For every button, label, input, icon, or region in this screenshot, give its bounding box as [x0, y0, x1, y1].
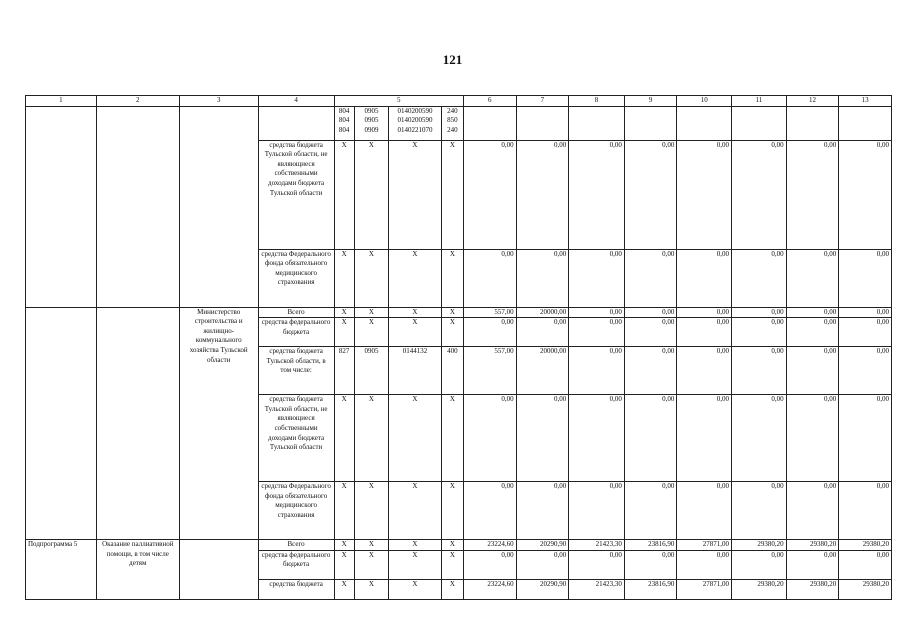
- value-cell: 0,00: [677, 395, 732, 482]
- value-cell: 0,00: [464, 482, 517, 540]
- header-cell: 11: [732, 96, 787, 107]
- value-cell: 29380,20: [732, 540, 787, 551]
- value-cell: 0,00: [839, 482, 892, 540]
- value-cell: 557,00: [464, 307, 517, 318]
- value-cell: 0,00: [569, 249, 625, 307]
- source-cell: средства Федерального фонда обязательного медицинского страхования: [258, 249, 334, 307]
- value-cell: 23224,60: [464, 540, 517, 551]
- value-cell: 0,00: [569, 318, 625, 347]
- source-cell: средства бюджета Тульской области, не являющиеся собственными доходами бюджета Тульской области: [258, 395, 334, 482]
- source-cell: средства Федерального фонда обязательного медицинского страхования: [258, 482, 334, 540]
- executor-cell: Министерство строительства и жилищно-коммунального хозяйства Тульской области: [179, 307, 258, 540]
- value-cell: 0,00: [677, 249, 732, 307]
- code-cell: 0140200590 0140200590 0140221070: [389, 106, 442, 140]
- code-cell: 0144132: [389, 347, 442, 395]
- budget-table: [25, 95, 892, 600]
- header-cell: 12: [786, 96, 839, 107]
- value-cell: 0,00: [786, 347, 839, 395]
- code-cell: 0905: [354, 347, 388, 395]
- title-cell: [96, 307, 179, 540]
- code-cell: X: [389, 307, 442, 318]
- code-cell: X: [441, 249, 463, 307]
- code-cell: X: [334, 140, 354, 249]
- header-cell: 7: [516, 96, 569, 107]
- value-cell: 0,00: [569, 550, 625, 579]
- code-cell: X: [354, 140, 388, 249]
- code-cell: X: [334, 540, 354, 551]
- value-cell: 0,00: [516, 249, 569, 307]
- code-cell: X: [334, 249, 354, 307]
- value-cell: 23816,90: [624, 579, 677, 599]
- value-cell: 0,00: [624, 395, 677, 482]
- title-cell: Оказание паллиативной помощи, в том числе детям: [96, 540, 179, 600]
- value-cell: 0,00: [516, 550, 569, 579]
- table-row: [26, 106, 892, 140]
- status-cell: [26, 106, 97, 307]
- code-cell: X: [354, 395, 388, 482]
- code-cell: X: [389, 540, 442, 551]
- value-cell: 0,00: [677, 318, 732, 347]
- value-cell: 0,00: [732, 482, 787, 540]
- header-cell: 9: [624, 96, 677, 107]
- source-cell: Всего: [258, 540, 334, 551]
- value-cell: 0,00: [732, 307, 787, 318]
- header-cell: 6: [464, 96, 517, 107]
- header-cell: 3: [179, 96, 258, 107]
- value-cell: 0,00: [839, 140, 892, 249]
- value-cell: 20290,90: [516, 540, 569, 551]
- code-cell: 0905 0905 0909: [354, 106, 388, 140]
- value-cell: 29380,20: [786, 540, 839, 551]
- value-cell: 0,00: [464, 249, 517, 307]
- source-cell: средства федерального бюджета: [258, 550, 334, 579]
- code-cell: X: [441, 579, 463, 599]
- value-cell: 29380,20: [786, 579, 839, 599]
- value-cell: 0,00: [677, 307, 732, 318]
- value-cell: 0,00: [569, 395, 625, 482]
- title-cell: [96, 106, 179, 307]
- header-cell: 5: [334, 96, 463, 107]
- value-cell: 0,00: [624, 307, 677, 318]
- value-cell: [569, 106, 625, 140]
- value-cell: 0,00: [516, 482, 569, 540]
- code-cell: 804 804 804: [334, 106, 354, 140]
- value-cell: 0,00: [677, 482, 732, 540]
- executor-cell: [179, 540, 258, 600]
- code-cell: X: [354, 550, 388, 579]
- code-cell: X: [441, 307, 463, 318]
- value-cell: 0,00: [732, 249, 787, 307]
- value-cell: [516, 106, 569, 140]
- code-cell: X: [389, 249, 442, 307]
- value-cell: 0,00: [786, 550, 839, 579]
- value-cell: [677, 106, 732, 140]
- value-cell: 0,00: [569, 347, 625, 395]
- value-cell: [624, 106, 677, 140]
- code-cell: X: [334, 579, 354, 599]
- value-cell: 0,00: [839, 249, 892, 307]
- value-cell: 0,00: [624, 347, 677, 395]
- code-cell: X: [441, 482, 463, 540]
- code-cell: X: [441, 318, 463, 347]
- code-cell: X: [389, 550, 442, 579]
- code-cell: X: [354, 249, 388, 307]
- source-cell: средства бюджета Тульской области, не являющиеся собственными доходами бюджета Тульской области: [258, 140, 334, 249]
- code-cell: X: [441, 395, 463, 482]
- header-cell: 13: [839, 96, 892, 107]
- executor-cell: [179, 106, 258, 307]
- value-cell: 0,00: [624, 550, 677, 579]
- header-cell: 8: [569, 96, 625, 107]
- source-cell: средства бюджета: [258, 579, 334, 599]
- value-cell: 0,00: [569, 140, 625, 249]
- code-cell: 400: [441, 347, 463, 395]
- header-cell: 2: [96, 96, 179, 107]
- value-cell: 0,00: [786, 482, 839, 540]
- value-cell: 0,00: [839, 395, 892, 482]
- code-cell: X: [441, 140, 463, 249]
- value-cell: 27871,00: [677, 579, 732, 599]
- value-cell: 0,00: [464, 550, 517, 579]
- status-cell: Подпрограмма 5: [26, 540, 97, 600]
- code-cell: 827: [334, 347, 354, 395]
- value-cell: 0,00: [732, 318, 787, 347]
- header-cell: 10: [677, 96, 732, 107]
- value-cell: 0,00: [732, 550, 787, 579]
- value-cell: 29380,20: [732, 579, 787, 599]
- source-cell: средства федерального бюджета: [258, 318, 334, 347]
- code-cell: X: [441, 550, 463, 579]
- value-cell: 0,00: [624, 249, 677, 307]
- code-cell: X: [334, 395, 354, 482]
- value-cell: 0,00: [786, 249, 839, 307]
- code-cell: X: [354, 540, 388, 551]
- value-cell: 0,00: [786, 395, 839, 482]
- source-cell: средства бюджета Тульской области, в том числе:: [258, 347, 334, 395]
- code-cell: X: [334, 482, 354, 540]
- value-cell: 21423,30: [569, 579, 625, 599]
- code-cell: X: [441, 540, 463, 551]
- value-cell: [464, 106, 517, 140]
- header-cell: 1: [26, 96, 97, 107]
- value-cell: 0,00: [624, 318, 677, 347]
- value-cell: 0,00: [677, 347, 732, 395]
- header-row: [26, 96, 892, 107]
- value-cell: 0,00: [839, 347, 892, 395]
- code-cell: X: [389, 579, 442, 599]
- table-row: [26, 540, 892, 551]
- value-cell: 21423,30: [569, 540, 625, 551]
- value-cell: 0,00: [839, 318, 892, 347]
- value-cell: 0,00: [732, 347, 787, 395]
- header-cell: 4: [258, 96, 334, 107]
- code-cell: X: [389, 318, 442, 347]
- value-cell: 20290,90: [516, 579, 569, 599]
- value-cell: 0,00: [677, 140, 732, 249]
- source-cell: Всего: [258, 307, 334, 318]
- value-cell: 0,00: [464, 395, 517, 482]
- value-cell: 0,00: [839, 550, 892, 579]
- value-cell: 0,00: [786, 307, 839, 318]
- value-cell: [839, 106, 892, 140]
- value-cell: [732, 106, 787, 140]
- value-cell: 0,00: [786, 318, 839, 347]
- value-cell: 23224,60: [464, 579, 517, 599]
- code-cell: X: [354, 318, 388, 347]
- value-cell: 0,00: [569, 307, 625, 318]
- code-cell: X: [334, 307, 354, 318]
- value-cell: 23816,90: [624, 540, 677, 551]
- code-cell: X: [334, 550, 354, 579]
- value-cell: 0,00: [624, 140, 677, 249]
- page-number: 121: [442, 52, 463, 67]
- value-cell: 0,00: [732, 395, 787, 482]
- value-cell: [786, 106, 839, 140]
- code-cell: 240 850 240: [441, 106, 463, 140]
- source-cell: [258, 106, 334, 140]
- value-cell: 0,00: [786, 140, 839, 249]
- value-cell: 0,00: [732, 140, 787, 249]
- code-cell: X: [389, 140, 442, 249]
- value-cell: 0,00: [464, 318, 517, 347]
- value-cell: 0,00: [624, 482, 677, 540]
- value-cell: 0,00: [839, 307, 892, 318]
- status-cell: [26, 307, 97, 540]
- code-cell: X: [354, 307, 388, 318]
- value-cell: 29380,20: [839, 579, 892, 599]
- value-cell: 0,00: [569, 482, 625, 540]
- value-cell: 0,00: [516, 318, 569, 347]
- value-cell: 0,00: [516, 140, 569, 249]
- code-cell: X: [334, 318, 354, 347]
- code-cell: X: [389, 482, 442, 540]
- value-cell: 557,00: [464, 347, 517, 395]
- code-cell: X: [354, 579, 388, 599]
- value-cell: 20000,00: [516, 307, 569, 318]
- code-cell: X: [389, 395, 442, 482]
- value-cell: 27871,00: [677, 540, 732, 551]
- table-row: [26, 307, 892, 318]
- value-cell: 0,00: [516, 395, 569, 482]
- code-cell: X: [354, 482, 388, 540]
- value-cell: 0,00: [464, 140, 517, 249]
- value-cell: 20000,00: [516, 347, 569, 395]
- value-cell: 0,00: [677, 550, 732, 579]
- value-cell: 29380,20: [839, 540, 892, 551]
